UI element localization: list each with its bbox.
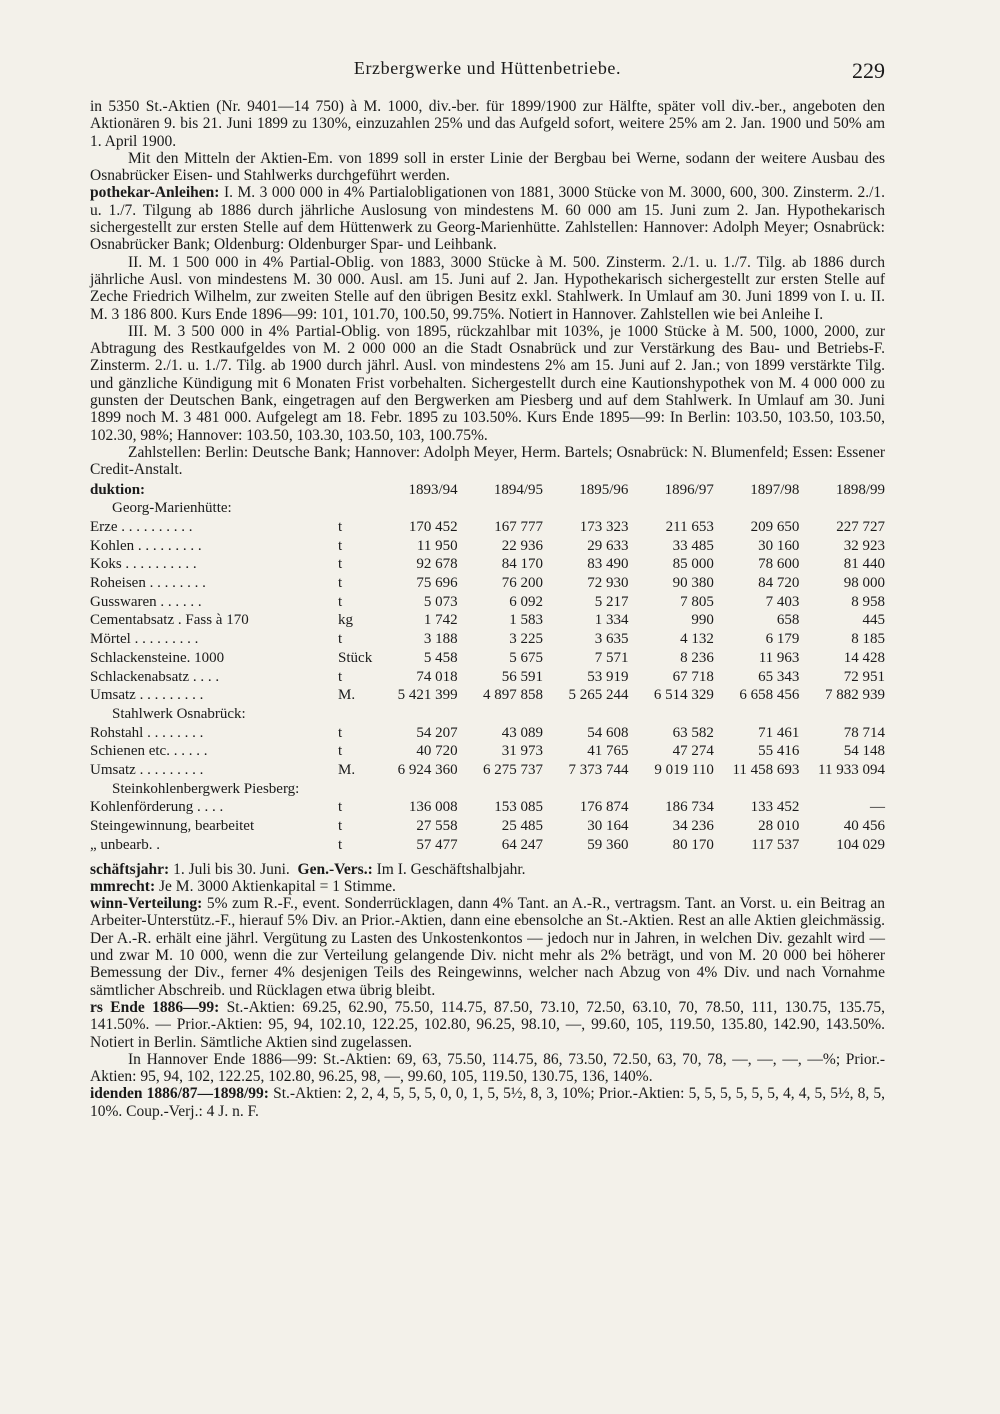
stimmrecht-line: [90, 878, 885, 895]
anleihen-label: pothekar-Anleihen:: [90, 184, 220, 202]
table-cell: 67 718: [672, 668, 714, 685]
table-cell: 8 185: [851, 631, 885, 648]
table-cell: 1 583: [509, 612, 544, 629]
table-cell: 78 600: [758, 556, 800, 573]
table-cell: 104 029: [836, 836, 885, 853]
row-label: Steingewinnung, bearbeitet: [90, 818, 255, 835]
table-cell: —: [870, 799, 885, 816]
table-row: [90, 686, 885, 705]
table-cell: 5 217: [594, 593, 629, 610]
table-cell: 84 170: [501, 556, 544, 573]
intro-paragraph-2: Mit den Mitteln der Aktien-Em. von 1899 soll in erster Linie der Bergbau bei Werne, sodann der weitere Ausbau des Osnabrücker Eisen- und Stahlwerks durchgeführt werden.: [90, 149, 885, 185]
table-cell: 133 452: [750, 799, 800, 816]
table-cell: 7 373 744: [568, 762, 629, 779]
table-row: [90, 611, 885, 630]
row-unit: t: [338, 724, 343, 741]
dividenden-label: idenden 1886/87—1898/99:: [90, 1085, 269, 1103]
year-header: 1896/97: [664, 481, 714, 498]
table-cell: 80 170: [672, 836, 714, 853]
table-cell: 5 265 244: [568, 687, 629, 704]
kurs-label: rs Ende 1886—99:: [90, 998, 220, 1016]
table-cell: 6 179: [765, 631, 800, 648]
dividenden-text: St.-Aktien: 2, 2, 4, 5, 5, 5, 0, 0, 1, 5, 5½, 8, 3, 10%; Prior.-Aktien: 5, 5, 5, 5, 5, 5, 4, 4, 5, 5½, 8, 5, 10%. Coup.-Verj.: 4 J. n. F.: [90, 1085, 886, 1120]
kurs-text: St.-Aktien: 69.25, 62.90, 75.50, 114.75, 87.50, 73.10, 72.50, 63.10, 70, 78.50, 111, 130.75, 135.75, 141.50%. — Prior.-Aktien: 95, 94, 102.10, 122.25, 102.80, 96.25, 98.10, —, 99.60, 105, 119.50, 135.80, 142.90, 143.50%. Notiert in Berlin. Sämtliche Aktien sind zugelassen.: [90, 998, 885, 1051]
table-cell: 54 148: [843, 743, 885, 760]
table-row: [90, 555, 885, 574]
table-cell: 6 514 329: [653, 687, 714, 704]
dividenden-paragraph: [90, 1085, 885, 1120]
table-cell: 30 160: [758, 537, 800, 554]
production-table-body: [90, 499, 885, 854]
table-cell: 32 923: [843, 537, 885, 554]
table-row: [90, 668, 885, 687]
table-cell: 33 485: [672, 537, 714, 554]
row-label: Mörtel . . . . . . . . .: [90, 631, 199, 648]
page-number: 229: [852, 58, 885, 83]
stimmrecht-text: Je M. 3000 Aktienkapital = 1 Stimme.: [159, 877, 396, 895]
row-unit: t: [338, 575, 343, 592]
table-cell: 4 132: [680, 631, 714, 648]
table-cell: 117 537: [751, 836, 800, 853]
table-cell: 29 633: [587, 537, 629, 554]
table-cell: 81 440: [843, 556, 885, 573]
table-cell: 75 696: [416, 575, 458, 592]
row-label: Cementabsatz . Fass à 170: [90, 612, 249, 629]
table-cell: 3 225: [509, 631, 544, 648]
table-cell: 98 000: [843, 575, 885, 592]
row-unit: t: [338, 799, 343, 816]
table-cell: 7 805: [680, 593, 714, 610]
table-cell: 84 720: [758, 575, 800, 592]
company-details: [90, 861, 885, 1120]
geschaeftsjahr-text: 1. Juli bis 30. Juni.: [173, 860, 290, 878]
table-cell: 78 714: [843, 724, 885, 741]
row-label: Rohstahl . . . . . . . .: [90, 724, 204, 741]
row-unit: M.: [338, 687, 356, 704]
page-header: [90, 58, 885, 82]
intro-paragraph-1: in 5350 St.-Aktien (Nr. 9401—14 750) à M. 1000, div.-ber. für 1899/1900 zur Hälfte, später voll div.-ber., angeboten den Aktionären 9. bis 21. Juni 1899 zu 130%, einzuzahlen 25% und das Aufgeld sofort, weitere 25% am 2. Jan. 1900 und 50% am 1. April 1900.: [90, 98, 885, 150]
row-unit: kg: [338, 612, 354, 629]
row-unit: t: [338, 556, 343, 573]
table-cell: 8 236: [680, 649, 714, 666]
row-label: Kohlen . . . . . . . . .: [90, 537, 202, 554]
table-cell: 63 582: [672, 724, 714, 741]
table-cell: 64 247: [501, 836, 544, 853]
table-cell: 6 924 360: [397, 762, 458, 779]
table-cell: 227 727: [836, 518, 885, 535]
year-header: 1894/95: [493, 481, 544, 498]
table-cell: 72 951: [843, 668, 885, 685]
table-cell: 65 343: [758, 668, 800, 685]
table-cell: 170 452: [408, 518, 458, 535]
table-cell: 56 591: [501, 668, 544, 685]
table-row: [90, 798, 885, 817]
row-unit: Stück: [338, 649, 373, 666]
table-cell: 76 200: [501, 575, 544, 592]
table-row: [90, 537, 885, 556]
production-label: duktion:: [90, 481, 146, 498]
kurs-paragraph: [90, 999, 885, 1051]
table-cell: 173 323: [579, 518, 629, 535]
table-cell: 25 485: [501, 818, 544, 835]
table-cell: 990: [691, 612, 714, 629]
table-cell: 153 085: [494, 799, 544, 816]
row-unit: t: [338, 743, 343, 760]
row-label: Schlackensteine. 1000: [90, 649, 225, 666]
table-cell: 209 650: [750, 518, 800, 535]
row-label: Roheisen . . . . . . . .: [90, 575, 206, 592]
row-unit: t: [338, 668, 343, 685]
table-cell: 53 919: [587, 668, 629, 685]
production-table: [90, 481, 885, 855]
table-cell: 11 950: [416, 537, 458, 554]
table-cell: 5 421 399: [397, 687, 458, 704]
table-cell: 445: [862, 612, 885, 629]
table-cell: 54 608: [587, 724, 629, 741]
section-row: [90, 499, 885, 518]
table-cell: 27 558: [416, 818, 458, 835]
table-cell: 83 490: [587, 556, 629, 573]
table-cell: 7 403: [765, 593, 800, 610]
table-cell: 90 380: [672, 575, 714, 592]
table-cell: 28 010: [758, 818, 800, 835]
zahlstellen-paragraph: Zahlstellen: Berlin: Deutsche Bank; Hannover: Adolph Meyer, Herm. Bartels; Osnabrück: N. Blumenfeld; Essen: Essener Credit-Anstalt.: [90, 443, 885, 479]
section-name: Steinkohlenbergwerk Piesberg:: [112, 780, 300, 797]
table-cell: 6 092: [509, 593, 544, 610]
anleihe-ii-paragraph: II. M. 1 500 000 in 4% Partial-Oblig. von 1883, 3000 Stücke à M. 500. Zinsterm. 2./1. u. 1./7. Tilg. ab 1886 durch jährliche Ausl. von mindestens M. 30 000. Ausl. am 15. Juni auf 2. Jan. Hypothekarisch sichergestellt zur ersten Stelle auf Zeche Friedrich Wilhelm, zur zweiten Stelle auf den übrigen Besitz exkl. Stahlwerk. In Umlauf am 30. Juni 1899 von I. u. II. M. 3 186 800. Kurs Ende 1896—99: 101, 101.70, 100.50, 99.75%. Notiert in Hannover. Zahlstellen wie bei Anleihe I.: [90, 253, 885, 323]
table-cell: 71 461: [758, 724, 800, 741]
table-cell: 1 334: [594, 612, 629, 629]
table-cell: 85 000: [672, 556, 714, 573]
table-cell: 3 188: [423, 631, 458, 648]
anleihe-iii-paragraph: III. M. 3 500 000 in 4% Partial-Oblig. von 1895, rückzahlbar mit 103%, je 1000 Stücke à M. 500, 1000, 2000, zur Abtragung des Restkaufgeldes von M. 2 000 000 an die Stadt Osnabrück und zur Verstärkung des Bau- und Betriebs-F. Zinsterm. 2./1. u. 1./7. Tilg. ab 1900 durch jährl. Ausl. von mindestens 2% am 15. Juni auf 2. Jan.; von 1899 verstärkte Tilg. und gänzliche Kündigung mit 6 Monaten Frist vorbehalten. Sichergestellt durch eine Kautionshypothek von M. 4 000 000 zu gunsten der Deutschen Bank, eingetragen auf den Bergwerken am Piesberg und auf dem Stahlwerk. In Umlauf am 30. Juni 1899 noch M. 3 481 000. Aufgelegt am 18. Febr. 1895 zu 103.50%. Kurs Ende 1895—99: In Berlin: 103.50, 103.50, 103.50, 102.30, 98%; Hannover: 103.50, 103.30, 103.50, 103, 100.75%.: [90, 322, 885, 444]
table-cell: 211 653: [665, 518, 714, 535]
row-label: Erze . . . . . . . . . .: [90, 518, 193, 535]
table-cell: 34 236: [672, 818, 714, 835]
table-row: [90, 817, 885, 836]
table-row: [90, 836, 885, 855]
table-cell: 31 973: [501, 743, 544, 760]
table-cell: 6 658 456: [739, 687, 800, 704]
table-cell: 186 734: [665, 799, 714, 816]
section-name: Stahlwerk Osnabrück:: [112, 705, 246, 722]
section-row: [90, 705, 885, 724]
row-unit: t: [338, 518, 343, 535]
geschaeftsjahr-line: [90, 861, 885, 878]
table-cell: 8 958: [851, 593, 885, 610]
row-unit: t: [338, 818, 343, 835]
genvers-label: Gen.-Vers.:: [297, 860, 373, 878]
gewinn-text: 5% zum R.-F., event. Sonderrücklagen, dann 4% Tant. an A.-R., vertragsm. Tant. an Vorst. u. ein Beitrag an Arbeiter-Unterstütz.-F., hierauf 5% Div. an Prior.-Aktien, dann eine ebensolche an St.-Aktien. Rest an alle Aktien gleichmässig. Der A.-R. erhält eine jährl. Vergütung zu Lasten des Unkostenkontos — jedoch nur in Jahren, in welchen Div. gezahlt wird — und zwar M. 10 000, wenn die zur Verteilung gelangende Div. nicht mehr als 2% beträgt, und von M. 20 000 bei höherer Bemessung der Div., ferner 4% desjenigen Teils des Reingewinns, welcher nach Abzug von 4% Div. und nach Vornahme sämtlicher Abschreib. und Rücklagen etwa übrig bleibt.: [90, 895, 885, 999]
gewinn-label: winn-Verteilung:: [90, 895, 203, 913]
table-cell: 57 477: [416, 836, 458, 853]
anleihe-i-text: I. M. 3 000 000 in 4% Partialobligationen von 1881, 3000 Stücke von M. 3000, 600, 300. Zinsterm. 2./1. u. 1./7. Tilgung ab 1886 durch jährliche Auslosung von mindestens M. 60 000 am 15. Juni zum 2. Jan. Hypothekarisch sichergestellt zur ersten Stelle auf dem Hüttenwerk zu Georg-Marienhütte. Zahlstellen: Hannover: Adolph Meyer; Osnabrück: Osnabrücker Bank; Oldenburg: Oldenburger Spar- und Leihbank.: [90, 184, 885, 254]
table-cell: 11 963: [758, 649, 800, 666]
gewinn-paragraph: [90, 895, 885, 999]
year-header: 1897/98: [750, 481, 800, 498]
row-label: Koks . . . . . . . . . .: [90, 556, 197, 573]
table-cell: 40 456: [843, 818, 885, 835]
table-row: [90, 593, 885, 612]
table-row: [90, 518, 885, 537]
table-cell: 5 073: [423, 593, 458, 610]
row-unit: t: [338, 631, 343, 648]
table-cell: 4 897 858: [483, 687, 544, 704]
table-row: [90, 761, 885, 780]
table-cell: 11 458 693: [732, 762, 800, 779]
row-unit: t: [338, 537, 343, 554]
table-cell: 5 675: [509, 649, 544, 666]
table-cell: 22 936: [501, 537, 544, 554]
section-name: Georg-Marienhütte:: [112, 500, 232, 517]
table-cell: 5 458: [423, 649, 458, 666]
table-row: [90, 649, 885, 668]
table-cell: 92 678: [416, 556, 458, 573]
table-cell: 55 416: [758, 743, 800, 760]
page-body: [90, 98, 885, 1120]
table-row: [90, 630, 885, 649]
table-cell: 47 274: [672, 743, 714, 760]
table-cell: 54 207: [416, 724, 458, 741]
table-cell: 136 008: [408, 799, 458, 816]
year-header: 1893/94: [408, 481, 458, 498]
row-label: Gusswaren . . . . . .: [90, 593, 202, 610]
table-cell: 40 720: [416, 743, 458, 760]
table-cell: 7 882 939: [825, 687, 885, 704]
table-row: [90, 574, 885, 593]
table-cell: 59 360: [587, 836, 629, 853]
row-unit: t: [338, 593, 343, 610]
table-cell: 74 018: [416, 668, 458, 685]
table-cell: 72 930: [587, 575, 629, 592]
row-label: „ unbearb. .: [90, 836, 160, 853]
kurs-hannover-paragraph: In Hannover Ende 1886—99: St.-Aktien: 69, 63, 75.50, 114.75, 86, 73.50, 72.50, 63, 70, 78, —, —, —, —%; Prior.-Aktien: 95, 94, 102, 122.25, 102.80, 96.25, 98, —, 99.60, 105, 119.50, 130.75, 136, 140%.: [90, 1050, 885, 1086]
table-cell: 7 571: [594, 649, 629, 666]
table-cell: 43 089: [501, 724, 544, 741]
table-cell: 14 428: [843, 649, 885, 666]
row-label: Umsatz . . . . . . . . .: [90, 687, 204, 704]
genvers-text: Im I. Geschäftshalbjahr.: [376, 860, 526, 878]
table-cell: 167 777: [494, 518, 544, 535]
section-row: [90, 780, 885, 799]
table-row: [90, 742, 885, 761]
table-cell: 30 164: [587, 818, 629, 835]
production-header-row: [90, 481, 885, 500]
table-cell: 1 742: [423, 612, 458, 629]
table-cell: 6 275 737: [483, 762, 544, 779]
row-label: Umsatz . . . . . . . . .: [90, 762, 204, 779]
table-cell: 9 019 110: [654, 762, 714, 779]
running-title: Erzbergwerke und Hüttenbetriebe.: [353, 58, 622, 78]
geschaeftsjahr-label: schäftsjahr:: [90, 860, 170, 878]
year-header: 1898/99: [835, 481, 885, 498]
year-header: 1895/96: [579, 481, 629, 498]
table-cell: 658: [776, 612, 800, 629]
row-label: Schlackenabsatz . . . .: [90, 668, 220, 685]
table-cell: 41 765: [587, 743, 629, 760]
table-cell: 3 635: [594, 631, 629, 648]
row-unit: M.: [338, 762, 356, 779]
table-cell: 176 874: [579, 799, 629, 816]
row-unit: t: [338, 836, 343, 853]
stimmrecht-label: mmrecht:: [90, 877, 156, 895]
row-label: Schienen etc. . . . . .: [90, 743, 208, 760]
row-label: Kohlenförderung . . . .: [90, 799, 224, 816]
table-row: [90, 724, 885, 743]
table-cell: 11 933 094: [818, 762, 885, 779]
anleihe-i-paragraph: [90, 184, 885, 253]
